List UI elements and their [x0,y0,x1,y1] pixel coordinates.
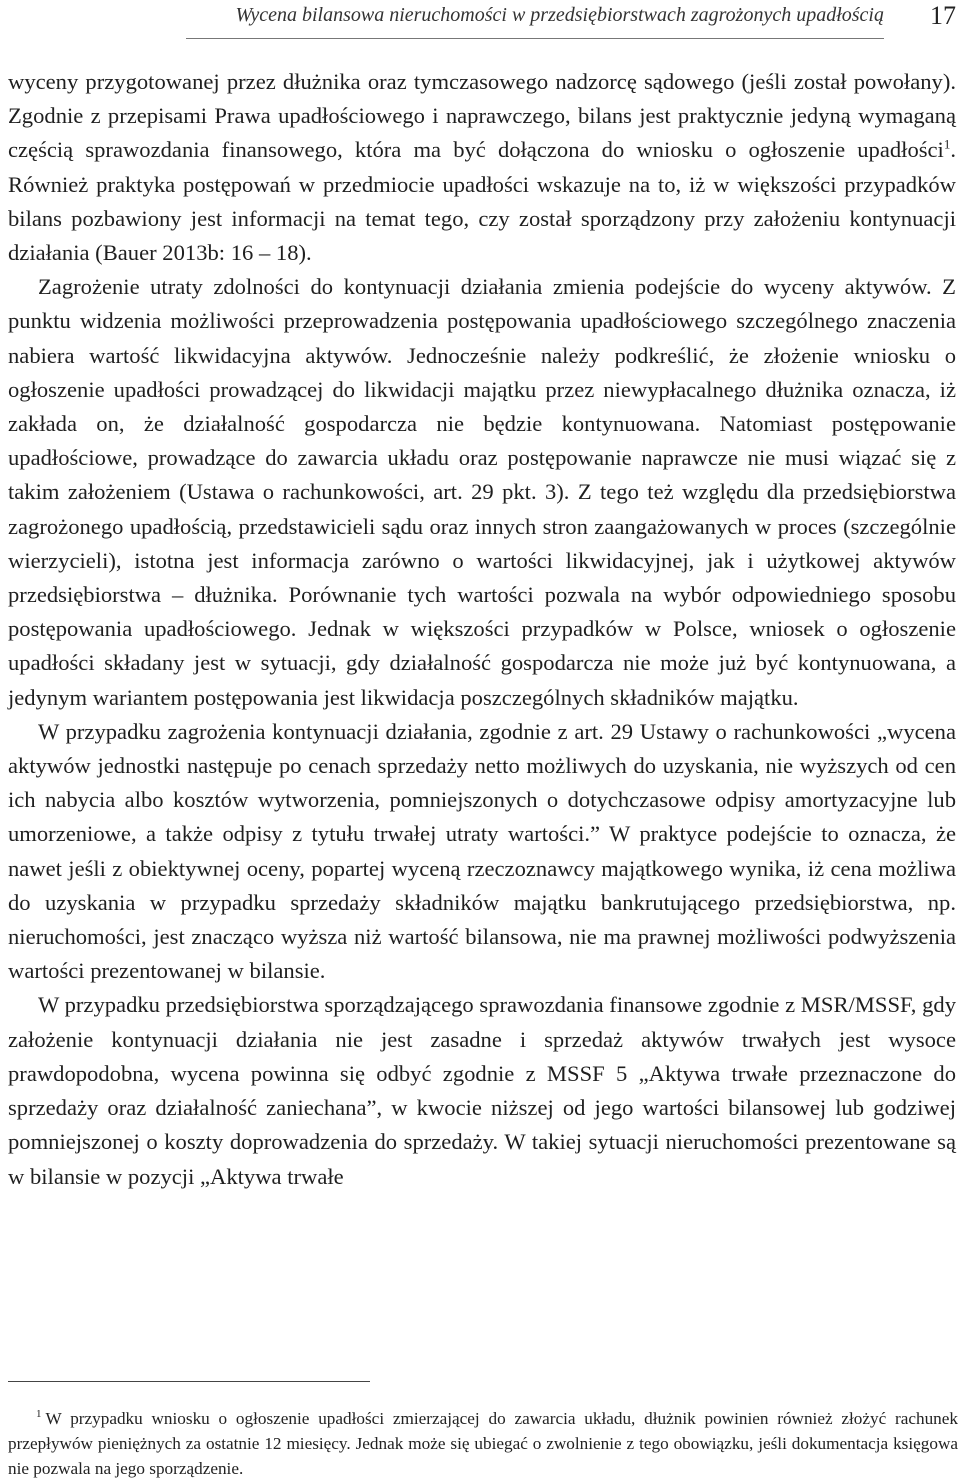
header-rule [186,38,884,39]
paragraph-1-text-a: wyceny przygotowanej przez dłużnika oraz tymczasowego nadzorcę sądowego (jeśli został powołany). Zgodnie z przepisami Prawa upadłościowego i naprawczego, bilans jest praktycznie jedyną wymaganą częścią sprawozdania finansowego, która ma być dołączona do wniosku o ogłoszenie upadłości [8,69,956,163]
footnote-reference[interactable]: 1 [943,136,951,152]
footnote-text: W przypadku wniosku o ogłoszenie upadłości zmierzającej do zawarcia układu, dłużnik powinien również złożyć rachunek przepływów pieniężnych za ostatnie 12 miesięcy. Jednak może się ubiegać o zwolnienie z tego obowiązku, jeśli dokumentacja księgowa nie pozwala na jego sporządzenie. [8,1409,958,1478]
paragraph-4: W przypadku przedsiębiorstwa sporządzającego sprawozdania finansowe zgodnie z MSR/MSSF, gdy założenie kontynuacji działania nie jest zasadne i sprzedaż aktywów trwałych jest wysoce prawdopodobna, wycena powinna się odbyć zgodnie z MSSF 5 „Aktywa trwałe przeznaczone do sprzedaży oraz działalność zaniechana”, w kwocie niższej od jego wartości bilansowej lub godziwej pomniejszonej o koszty doprowadzenia do sprzedaży. W takiej sytuacji nieruchomości prezentowane są w bilansie w pozycji „Aktywa trwałe [8,992,956,1189]
body-text [8,65,956,1194]
paragraph-1 [8,65,956,270]
running-header-title: Wycena bilansowa nieruchomości w przedsiębiorstwach zagrożonych upadłością [235,4,884,26]
footnote-marker: 1 [36,1408,42,1421]
paragraph-3: W przypadku zagrożenia kontynuacji działania, zgodnie z art. 29 Ustawy o rachunkowości „wycena aktywów jednostki następuje po cenach sprzedaży netto możliwych do uzyskania, nie wyższych od cen ich nabycia albo kosztów wytworzenia, pomniejszonych o dotychczasowe odpisy amortyzacyjne lub umorzeniowe, a także odpisy z tytułu trwałej utraty wartości.” W praktyce podejście to oznacza, że nawet jeśli z obiektywnej oceny, popartej wyceną rzeczoznawcy majątkowego wynika, iż cena możliwa do uzyskania w przypadku sprzedaży składników majątku bankrutującego przedsiębiorstwa, np. nieruchomości, jest znacząco wyższa niż wartość bilansowa, nie ma prawnej możliwości podwyższenia wartości prezentowanej w bilansie. [8,718,956,984]
paragraph-2: Zagrożenie utraty zdolności do kontynuacji działania zmienia podejście do wyceny aktywów. Z punktu widzenia możliwości przeprowadzenia postępowania upadłościowego szczególnego znaczenia nabiera wartość likwidacyjna aktywów. Jednocześnie należy podkreślić, że złożenie wniosku o ogłoszenie upadłości prowadzącej do likwidacji majątku przez niewypłacalnego dłużnika oznacza, iż zakłada on, że działalność gospodarcza nie będzie kontynuowana. Natomiast postępowanie upadłościowe, prowadzące do zawarcia układu oraz postępowanie naprawcze nie musi wiązać się z takim założeniem (Ustawa o rachunkowości, art. 29 pkt. 3). Z tego też względu dla przedsiębiorstwa zagrożonego upadłością, przedstawicieli sądu oraz innych stron zaangażowanych w proces (szczególnie wierzycieli), istotna jest informacja zarówno o wartości likwidacyjnej, jak i użytkowej aktywów przedsiębiorstwa – dłużnika. Porównanie tych wartości pozwala na wybór odpowiedniego sposobu postępowania upadłościowego. Jednak w większości przypadków w Polsce, wniosek o ogłoszenie upadłości składany jest w sytuacji, gdy działalność gospodarcza nie może już być kontynuowana, a jedynym wariantem postępowania jest likwidacja poszczególnych składników majątku. [8,274,956,710]
running-header [0,0,960,40]
page-number: 17 [930,1,956,30]
footnote-rule [8,1381,370,1382]
paragraph-1-text-b: . Również praktyka postępowań w przedmiocie upadłości wskazuje na to, iż w większości przypadków bilans pozbawiony jest informacji na temat tego, czy został sporządzony przy założeniu kontynuacji działania (Bauer 2013b: 16 – 18). [8,137,956,266]
footnote [8,1406,958,1481]
